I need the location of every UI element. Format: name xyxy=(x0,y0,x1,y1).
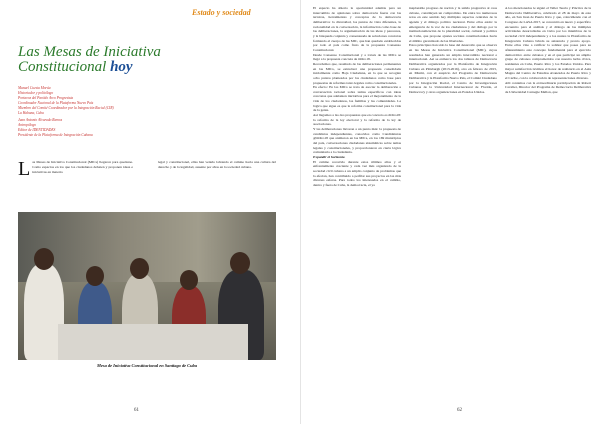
article-title xyxy=(18,45,208,75)
paragraph: Allí contamos con la extraordinaria participación de Robert Cavalier, Director del Programa de Democracia Deliberativa de Universidad Carnegie Mellon, que xyxy=(505,80,591,94)
title-highlight: hoy xyxy=(110,59,133,75)
intro-column-1 xyxy=(18,160,133,210)
body-column-1 xyxy=(313,6,401,418)
photo-caption: Mesa de Iniciativa Constitucional en Santiago de Cuba xyxy=(97,363,197,368)
paragraph: Desde Consenso Constitucional y a través de las MICs se llegó a la propuesta concreta de #Otro18. xyxy=(313,52,401,62)
author-line: Presidente de la Plataforma de Integración Cubana xyxy=(18,133,93,138)
intro-text-2: legal y constitucional, ellas han venido labrando el camino hacia una cultura del derecho y de la legalidad, ausente por años en la sociedad cubana. xyxy=(158,160,276,169)
author-line: Coordinador Nacional de la Plataforma Nuevo País xyxy=(18,100,94,105)
photo-table xyxy=(58,324,248,360)
body-column-2 xyxy=(409,6,497,418)
author-line: La Habana, Cuba xyxy=(18,110,44,115)
drop-cap: L xyxy=(18,160,31,180)
person-head xyxy=(86,266,104,286)
author-2 xyxy=(18,118,188,138)
paragraph: inaplazable progreso de nación y la salida progresiva al caos cubano, constituyen un compromiso. De entre los numerosos retos en este sentido hay múltiples aspectos centrales de la agenda y el diálogo político nacional. Entre ellos están: la emergencia de la voz de los ciudadanos y del diálogo por la institucionalización de la pluralidad social, cultural y política de Cuba, que propone ajustes sociales constitucionales hacia el ámbito garantizado de las libertades. xyxy=(409,6,497,43)
author-line: Miembro del Comité Coordinador por la Integración Racial (CIR) xyxy=(18,105,114,110)
author-line: Editor de IDENTIDADES xyxy=(18,128,56,133)
person-head xyxy=(180,270,198,290)
paragraph: Y las deliberaciones llevaron a un punto más: la propuesta de candidatos independientes, conocidos como Candidaturas @#Otro18 que animaron en las MICs, en los 169 municipios del país, conversaciones ciudadanas sistemáticas sobre temas legales y constitucionales, y proporcionaron en cierta lógica comunitaria a la ciudadanía. xyxy=(313,127,401,155)
right-page xyxy=(300,0,600,424)
body-column-3 xyxy=(505,6,591,418)
paragraph: El espacio ha abierto la oportunidad además para un intercambio de opiniones sobre democracia fuerte con las técnicas, herramientas y conceptos de la democracia deliberativa: la diversidad, los puntos de vista diferentes, la racionalidad en la conversación, la información como base de las deliberaciones, la argumentación de las ideas y pareceres, y la búsqueda conjunta y consensuada de soluciones concretas formando el cuerpo de las MIC, que han quedado establecidas por todo el país como fruto de la propuesta Consenso Constitucional. xyxy=(313,6,401,52)
paragraph: Estos principios han sido la base del desarrollo que se observa en las Mesas de Iniciativa Constitucional (MIC), cuyos resultados han generado un amplio intercambio nacional e internacional. Así se enmarca los dos talleres de Democracia Deliberativa organizados por la Plataforma de Integración Cubana en Pittsburgh (2013-2016), otro en febrero de 2015, en Miami, con el auspicio del Programa de Democracia Deliberativa y la Plataforma Nuevo País, el Comité Ciudadano por la Integración Racial, el Centro de Investigaciones Cubanas de la Universidad Internacional de Florida, el Democracy y otras organizaciones en Estados Unidos. xyxy=(409,43,497,94)
title-main: Las Mesas de Iniciativa Constitucional xyxy=(18,44,161,75)
paragraph: Así llegamos a las dos propuestas que en concreto es #Otro18: la reforma de la ley electoral y la reforma de la ley de asociaciones. xyxy=(313,113,401,127)
page-number: 61 xyxy=(134,408,139,413)
author-line: Portavoz del Partido Arco Progresista xyxy=(18,95,74,100)
author-line: Antropólogo xyxy=(18,123,37,128)
subheading: Expandir el horizonte. xyxy=(313,155,346,159)
author-line: Juan Antonio Alvarado Ramos xyxy=(18,118,63,123)
paragraph: El camino recorrido durante estos últimos años y el enfrentamiento creciente y cada vez más organizado de la sociedad civil cubana a un amplio conjunto de problemas que la afectan, han contribuido a perfilar sus proyectos en las más diversas esferas. Para todos los interesados en el cambio, dentro y fuera de Cuba, la democracia, el ya xyxy=(313,159,401,187)
intro-text-1: as Mesas de Iniciativa Constitucional (MICs) llegaron para quedarse. Como espacios en los que los ciudadanos debaten y proponen ideas e iniciativas en materia xyxy=(32,160,133,174)
intro-column-2 xyxy=(158,160,276,210)
section-label: Estado y sociedad xyxy=(192,8,251,17)
person-head xyxy=(130,258,149,279)
author-credits xyxy=(18,86,188,141)
paragraph: En efecto: En las MICs se trata de asociar la deliberación a conversación racional sobre temas específicos con ideas concretas que adelanten iniciativas para el mejoramiento de la vida de los ciudadanos, las familias y las comunidades. La lógica que sigue es que la reforma constitucional para la vida de la gente. xyxy=(313,85,401,113)
author-line: Manuel Cuesta Morúa xyxy=(18,86,51,90)
person-head xyxy=(230,252,250,274)
page-number: 62 xyxy=(457,408,462,413)
author-line: Historiador y politólogo xyxy=(18,90,54,95)
paragraph: A los mencionados le siguió el Taller Teoría y Práctica de la Democracia Deliberativa, celebrado el 28 de mayo de este año, en San Juan de Puerto Rico y que, coincidiendo con el Congreso de LASA 2017, se concentró en nuevo y específico encuentro para el análisis y el diálogo de las múltiples actividades desarrolladas en Cuba por los miembros de la sociedad civil independiente y a los nuales la Plataforma de Integración Cubana brinda su asistencia y pronto apoyo. Entre ellos vino a ratificar la solidez que posee para su afianzamiento este concepto fundamental para el ejercicio democrático entre cubanos y en el que participó un amplio grupo de cubanos comprometidos con nuestra lucha cívica, residentes en Cuba, Puerto Rico y los Estados Unidos. Para mayor satisfacción tuvimos el honor de realizarlo en el Aula Magna del Centro de Estudios Avanzados de Puerto Rico y el Caribe, con la colaboración de representaciones diversas. xyxy=(505,6,591,80)
author-1 xyxy=(18,86,188,115)
person-head xyxy=(34,248,54,270)
paragraph: Recordemos que, resultado de las deliberaciones permanentes en las MICs, se estructuró una propuesta consolidada inicialmente como Hoja Ciudadana, en la que se recogían ocho puntos planteados por los ciudadanos como base para propuestas de reformas tanto legales como constitucionales. xyxy=(313,61,401,85)
meeting-photo xyxy=(18,212,276,360)
